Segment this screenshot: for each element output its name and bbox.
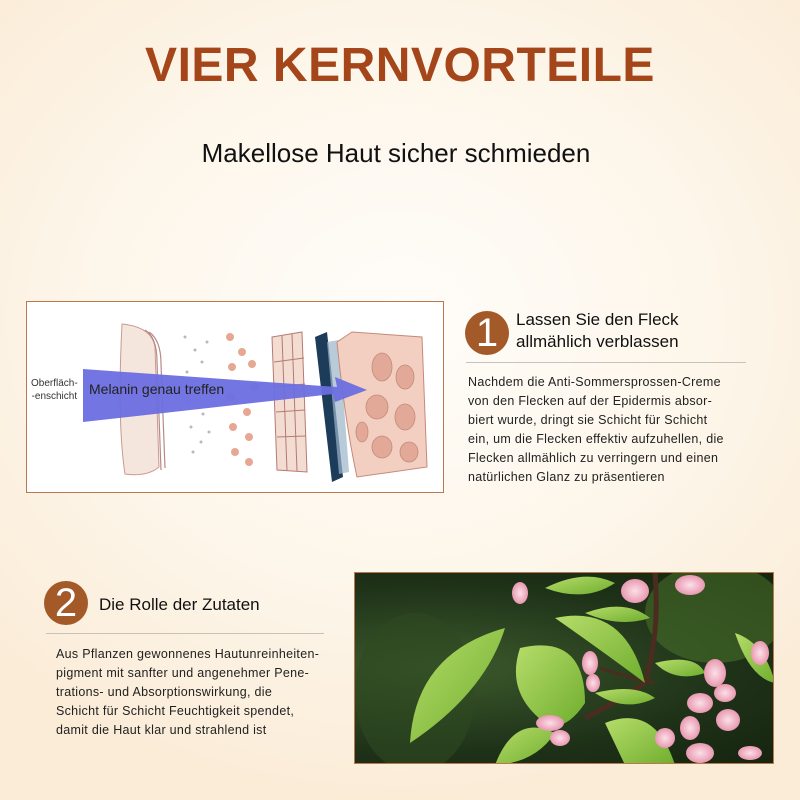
- feature-2-body: Aus Pflanzen gewonnenes Hautunreinheiten- pigment mit sanfter und angenehmer Pene- trations- und Absorptionswirkung, die Schicht für Schicht Feuchtigkeit spendet, damit die Haut klar und strahlend ist: [56, 647, 320, 737]
- page-subtitle: Makellose Haut sicher schmieden: [201, 138, 591, 168]
- arrow-label: Melanin genau treffen: [89, 381, 225, 397]
- feature-1-title: Lassen Sie den Fleck allmählich verblassen: [516, 310, 679, 351]
- feature-2-divider: [46, 633, 324, 634]
- feature-2-title: Die Rolle der Zutaten: [99, 595, 260, 614]
- number-badge-1: 1: [465, 311, 509, 355]
- blossom-photo: [354, 572, 774, 764]
- number-badge-2: 2: [44, 581, 88, 625]
- blossom-illustration: [355, 573, 774, 764]
- skin-layers-illustration: [27, 302, 444, 493]
- skin-layer-diagram: [26, 301, 444, 493]
- feature-1-divider: [466, 362, 746, 363]
- layer-label: Oberfläch- -enschicht: [31, 378, 78, 402]
- feature-1-body: Nachdem die Anti-Sommersprossen-Creme von den Flecken auf der Epidermis absor- biert wurde, dringt sie Schicht für Schicht ein, um die Flecken effektiv aufzuhellen, die Flecken allmählich zu verringern und einen natürlichen Glanz zu präsentieren: [468, 375, 724, 484]
- page-title: VIER KERNVORTEILE: [145, 39, 655, 92]
